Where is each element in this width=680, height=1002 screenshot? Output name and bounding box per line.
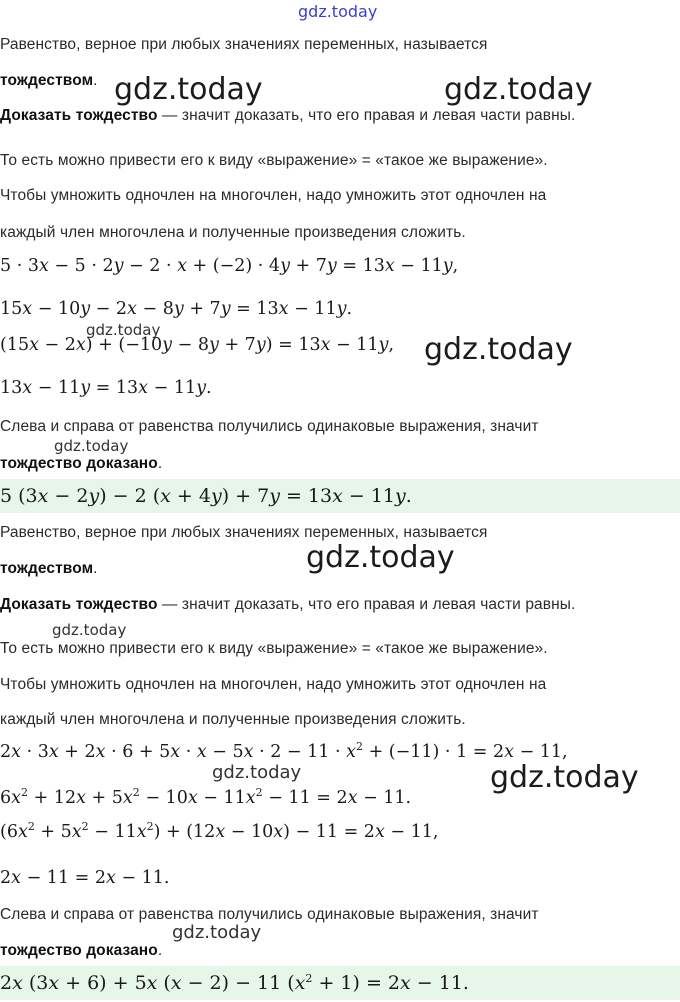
watermark: gdz.today bbox=[444, 72, 593, 107]
definition-text-2: Равенство, верное при любых значениях переменных, называется bbox=[0, 524, 488, 541]
equation-b2-step-2: $6x^2 + 12x + 5x^2 - 10x - 11x^2 - 11 = 2x - 11$. bbox=[0, 786, 412, 808]
watermark: gdz.today bbox=[306, 540, 455, 575]
watermark: gdz.today bbox=[424, 332, 573, 367]
equation-step-4: 13x − 11y = 13x − 11y. bbox=[0, 378, 212, 398]
equation-step-2: 15x − 10y − 2x − 8y + 7y = 13x − 11y. bbox=[0, 299, 353, 319]
watermark: gdz.today bbox=[172, 922, 262, 943]
prove-rest-2: — значит доказать, что его правая и левая части равны. bbox=[157, 596, 576, 613]
task-equation-3: 2x (3x + 6) + 5x (x − 2) − 11 $(x^2 + 1) = 2x - 11$. bbox=[0, 972, 469, 994]
prove-definition bbox=[0, 107, 575, 125]
definition-text: Равенство, верное при любых значениях переменных, называется bbox=[0, 36, 488, 53]
form-text: То есть можно привести его к виду «выражение» = «такое же выражение». bbox=[0, 152, 548, 169]
proved-text-2: тождество доказано bbox=[0, 942, 158, 959]
watermark: gdz.today bbox=[86, 321, 161, 339]
term-period: . bbox=[93, 72, 98, 89]
prove-rest: — значит доказать, что его правая и левая части равны. bbox=[157, 107, 576, 124]
conclusion-text-2: Слева и справа от равенства получились одинаковые выражения, значит bbox=[0, 906, 539, 923]
conclusion-text: Слева и справа от равенства получились одинаковые выражения, значит bbox=[0, 418, 539, 435]
proved-line-2 bbox=[0, 942, 162, 960]
definition-term-line bbox=[0, 72, 98, 90]
equation-b2-step-3: $(6x^2 + 5x^2 - 11x^2) + (12x - 10x) - 11 = 2x - 11$, bbox=[0, 820, 439, 842]
proved-period: . bbox=[157, 455, 163, 472]
prove-term: Доказать тождество bbox=[0, 107, 158, 124]
equation-b2-step-1: $2x \cdot 3x + 2x \cdot 6 + 5x \cdot x - 5x \cdot 2 - 11 \cdot x^2 + (-11) \cdot 1 = 2x - 11$, bbox=[0, 740, 568, 762]
rule-line-1-2: Чтобы умножить одночлен на многочлен, надо умножить этот одночлен на bbox=[0, 676, 547, 693]
prove-definition-2 bbox=[0, 596, 575, 614]
watermark: gdz.today bbox=[490, 760, 639, 795]
term-identity-2: тождеством bbox=[0, 560, 94, 577]
term-identity: тождеством bbox=[0, 72, 94, 89]
watermark: gdz.today bbox=[114, 72, 263, 107]
definition-term-line-2 bbox=[0, 560, 98, 578]
watermark: gdz.today bbox=[54, 437, 129, 455]
rule-line-1: Чтобы умножить одночлен на многочлен, надо умножить этот одночлен на bbox=[0, 187, 547, 204]
prove-term-2: Доказать тождество bbox=[0, 596, 158, 613]
proved-text: тождество доказано bbox=[0, 455, 158, 472]
proved-line bbox=[0, 455, 162, 473]
term-period-2: . bbox=[93, 560, 98, 577]
rule-line-2: каждый член многочлена и полученные произведения сложить. bbox=[0, 224, 466, 241]
equation-step-1: 5 · 3x − 5 · 2y − 2 · x + (−2) · 4y + 7y = 13x − 11y, bbox=[0, 256, 459, 276]
proved-period-2: . bbox=[157, 942, 163, 959]
watermark-top: gdz.today bbox=[298, 2, 378, 21]
form-text-2: То есть можно привести его к виду «выражение» = «такое же выражение». bbox=[0, 640, 548, 657]
watermark: gdz.today bbox=[52, 621, 127, 639]
rule-line-2-2: каждый член многочлена и полученные произведения сложить. bbox=[0, 711, 466, 728]
equation-step-3: (15x − 2x) + (−10y − 8y + 7y) = 13x − 11y, bbox=[0, 335, 395, 355]
watermark: gdz.today bbox=[212, 762, 302, 783]
equation-b2-step-4: 2x − 11 = 2x − 11. bbox=[0, 868, 170, 888]
task-equation-2: 5 (3x − 2y) − 2 (x + 4y) + 7y = 13x − 11y. bbox=[0, 485, 412, 507]
